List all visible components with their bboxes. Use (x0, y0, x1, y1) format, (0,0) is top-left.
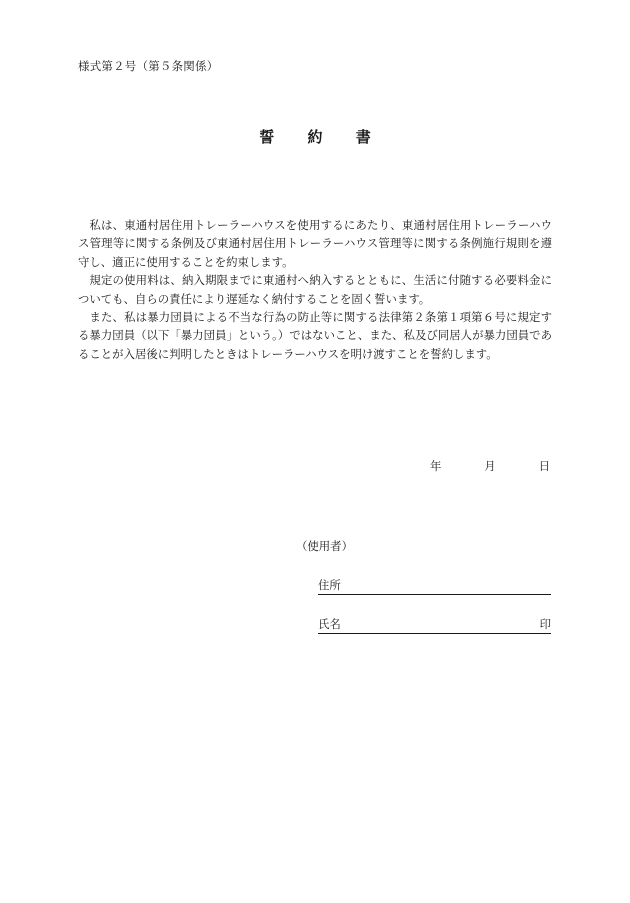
year-label: 年 (430, 459, 442, 473)
month-label: 月 (484, 459, 496, 473)
paragraph-antisocial: また、私は暴力団員による不当な行為の防止等に関する法律第２条第１項第６号に規定する暴力団員（以下「暴力団員」という。）ではないこと、また、私及び同居人が暴力団員であることが入居後に判明したときはトレーラーハウスを明け渡すことを誓約します。 (78, 310, 552, 361)
name-label: 氏名 (318, 617, 341, 631)
document-title (0, 126, 630, 147)
pledge-body (78, 216, 552, 363)
paragraph-compliance: 私は、東通村居住用トレーラーハウスを使用するにあたり、東通村居住用トレーラーハウス管理等に関する条例及び東通村居住用トレーラーハウス管理等に関する条例施行規則を遵守し、適正に使用することを約束します。 (78, 218, 552, 269)
day-label: 日 (538, 459, 550, 473)
title-char: 約 (307, 128, 323, 146)
name-field[interactable] (318, 616, 551, 634)
seal-label: 印 (539, 617, 551, 631)
address-field[interactable] (318, 577, 551, 595)
address-label: 住所 (318, 578, 341, 592)
paragraph-payment: 規定の使用料は、納入期限までに東通村へ納入するとともに、生活に付随する必要料金についても、自らの責任により遅延なく納付することを固く誓います。 (78, 273, 552, 306)
date-line (430, 458, 550, 474)
title-char: 書 (355, 128, 371, 146)
user-label: （使用者） (296, 539, 353, 553)
form-number: 様式第２号（第５条関係） (78, 59, 219, 73)
title-char: 誓 (259, 128, 275, 146)
